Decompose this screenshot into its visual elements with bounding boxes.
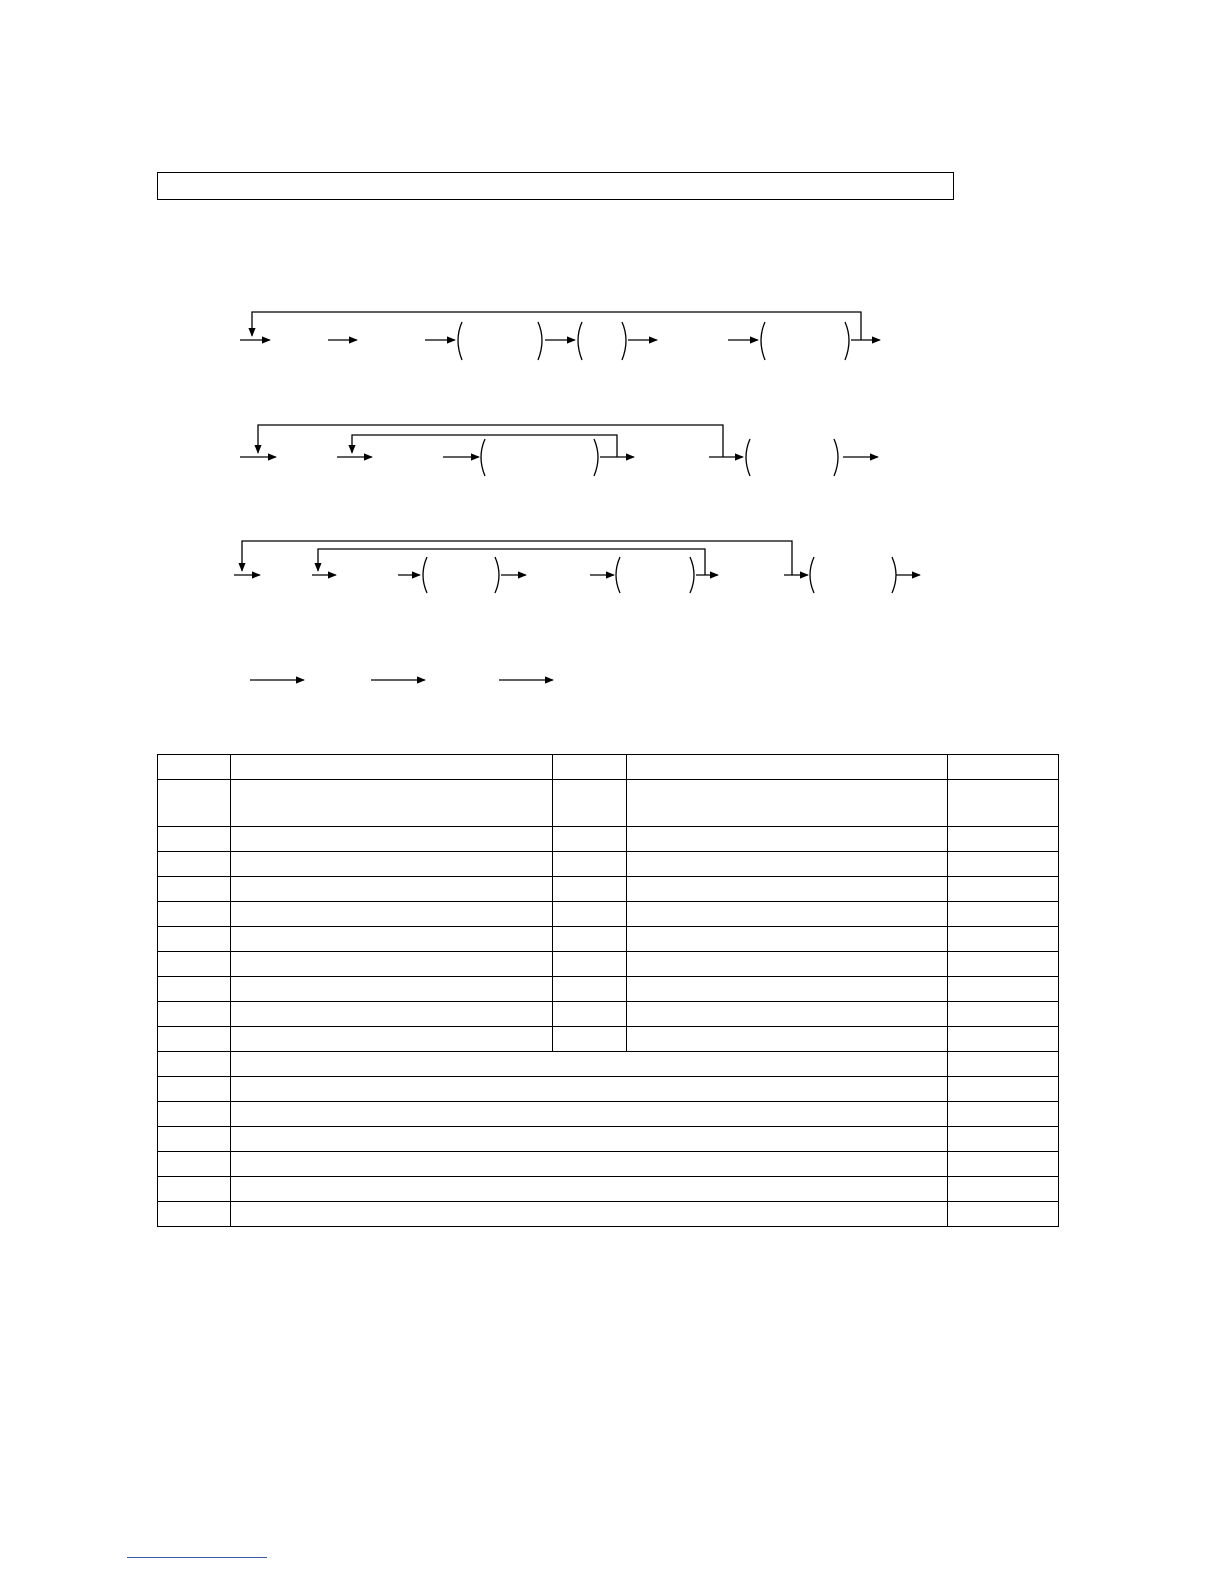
table-cell [553,755,627,780]
flow-2-paren-open-2 [746,439,750,476]
flow-1-paren-open-3 [761,322,765,360]
flow-1-paren-open-1 [458,322,462,360]
table-row [158,1202,1059,1227]
table-cell [158,1127,231,1152]
flow-1-paren-close-1 [538,322,542,360]
table-cell [158,927,231,952]
table-cell [627,1027,948,1052]
flow-diagrams [0,0,1224,740]
table-cell [231,877,553,902]
table-cell [627,780,948,827]
flow-3-loop-inner [318,549,705,575]
table-row [158,852,1059,877]
table-cell [231,827,553,852]
table-cell [553,1027,627,1052]
footer-rule [127,1557,267,1558]
table-cell [158,827,231,852]
table-cell [948,1127,1059,1152]
table-cell [231,1077,948,1102]
table-row [158,902,1059,927]
table-cell [231,902,553,927]
table-cell [627,952,948,977]
table-cell [627,852,948,877]
table-cell [553,902,627,927]
table-cell [627,927,948,952]
table-cell [158,755,231,780]
table-cell [553,927,627,952]
table-cell [158,1052,231,1077]
table-row [158,780,1059,827]
table-row [158,1152,1059,1177]
table-row [158,1127,1059,1152]
table-row [158,952,1059,977]
table-cell [231,755,553,780]
flow-3-paren-close-1 [495,557,499,593]
table-cell [231,1052,948,1077]
table-cell [627,877,948,902]
flow-3-paren-open-2 [616,557,620,593]
table-cell [231,977,553,1002]
flow-3-paren-open-3 [810,557,814,593]
table-cell [948,1052,1059,1077]
table-cell [948,877,1059,902]
table-cell [948,1202,1059,1227]
flow-2-loop-inner [352,435,617,457]
table-cell [948,1002,1059,1027]
table-cell [553,780,627,827]
flow-1 [240,312,880,360]
flow-3-loop-outer [242,541,792,575]
table-cell [627,902,948,927]
table-cell [231,780,553,827]
table-cell [948,852,1059,877]
flow-2-paren-close-1 [594,439,598,476]
table-cell [948,780,1059,827]
table-cell [231,1002,553,1027]
flow-2 [240,425,878,476]
table-cell [553,827,627,852]
table-row [158,977,1059,1002]
flow-2-paren-close-2 [834,439,838,476]
table-cell [948,827,1059,852]
table-cell [948,902,1059,927]
table-cell [158,1002,231,1027]
table-row [158,827,1059,852]
table-cell [627,977,948,1002]
flow-1-loop [252,312,861,340]
table-row [158,877,1059,902]
table-cell [948,1177,1059,1202]
table-cell [948,977,1059,1002]
table-cell [231,1177,948,1202]
table-cell [948,927,1059,952]
table-cell [553,852,627,877]
table-cell [553,952,627,977]
table-cell [948,1027,1059,1052]
table-row [158,1177,1059,1202]
data-table [157,754,1059,1227]
table-cell [158,977,231,1002]
table-cell [948,1102,1059,1127]
table-row [158,1002,1059,1027]
table-cell [158,852,231,877]
table-cell [231,952,553,977]
table-cell [231,852,553,877]
table-cell [231,927,553,952]
table-cell [158,902,231,927]
table-cell [158,1102,231,1127]
flow-2-paren-open-1 [481,439,485,476]
table-cell [158,780,231,827]
table-row [158,755,1059,780]
table-cell [158,1077,231,1102]
table-cell [553,877,627,902]
table-cell [231,1202,948,1227]
flow-2-loop-outer [258,425,723,457]
table-row [158,1052,1059,1077]
table-cell [553,977,627,1002]
flow-3-paren-open-1 [423,557,427,593]
table-cell [948,755,1059,780]
table-cell [948,952,1059,977]
flow-1-paren-close-2 [622,322,626,360]
table-cell [231,1152,948,1177]
flow-3-paren-close-3 [892,557,896,593]
table-cell [158,1027,231,1052]
table-cell [627,755,948,780]
table-cell [948,1077,1059,1102]
table-cell [231,1127,948,1152]
table-cell [158,1152,231,1177]
flow-1-paren-open-2 [578,322,582,360]
flow-3-paren-close-2 [690,557,694,593]
table-cell [231,1102,948,1127]
table-row [158,1102,1059,1127]
table-cell [158,1202,231,1227]
flow-3 [234,541,920,593]
flow-1-paren-close-3 [845,322,849,360]
table-row [158,927,1059,952]
table-cell [158,1177,231,1202]
table-cell [231,1027,553,1052]
table-cell [158,877,231,902]
table-cell [627,1002,948,1027]
table-cell [553,1002,627,1027]
table-row [158,1077,1059,1102]
table-cell [627,827,948,852]
table-row [158,1027,1059,1052]
table-cell [158,952,231,977]
table-cell [948,1152,1059,1177]
